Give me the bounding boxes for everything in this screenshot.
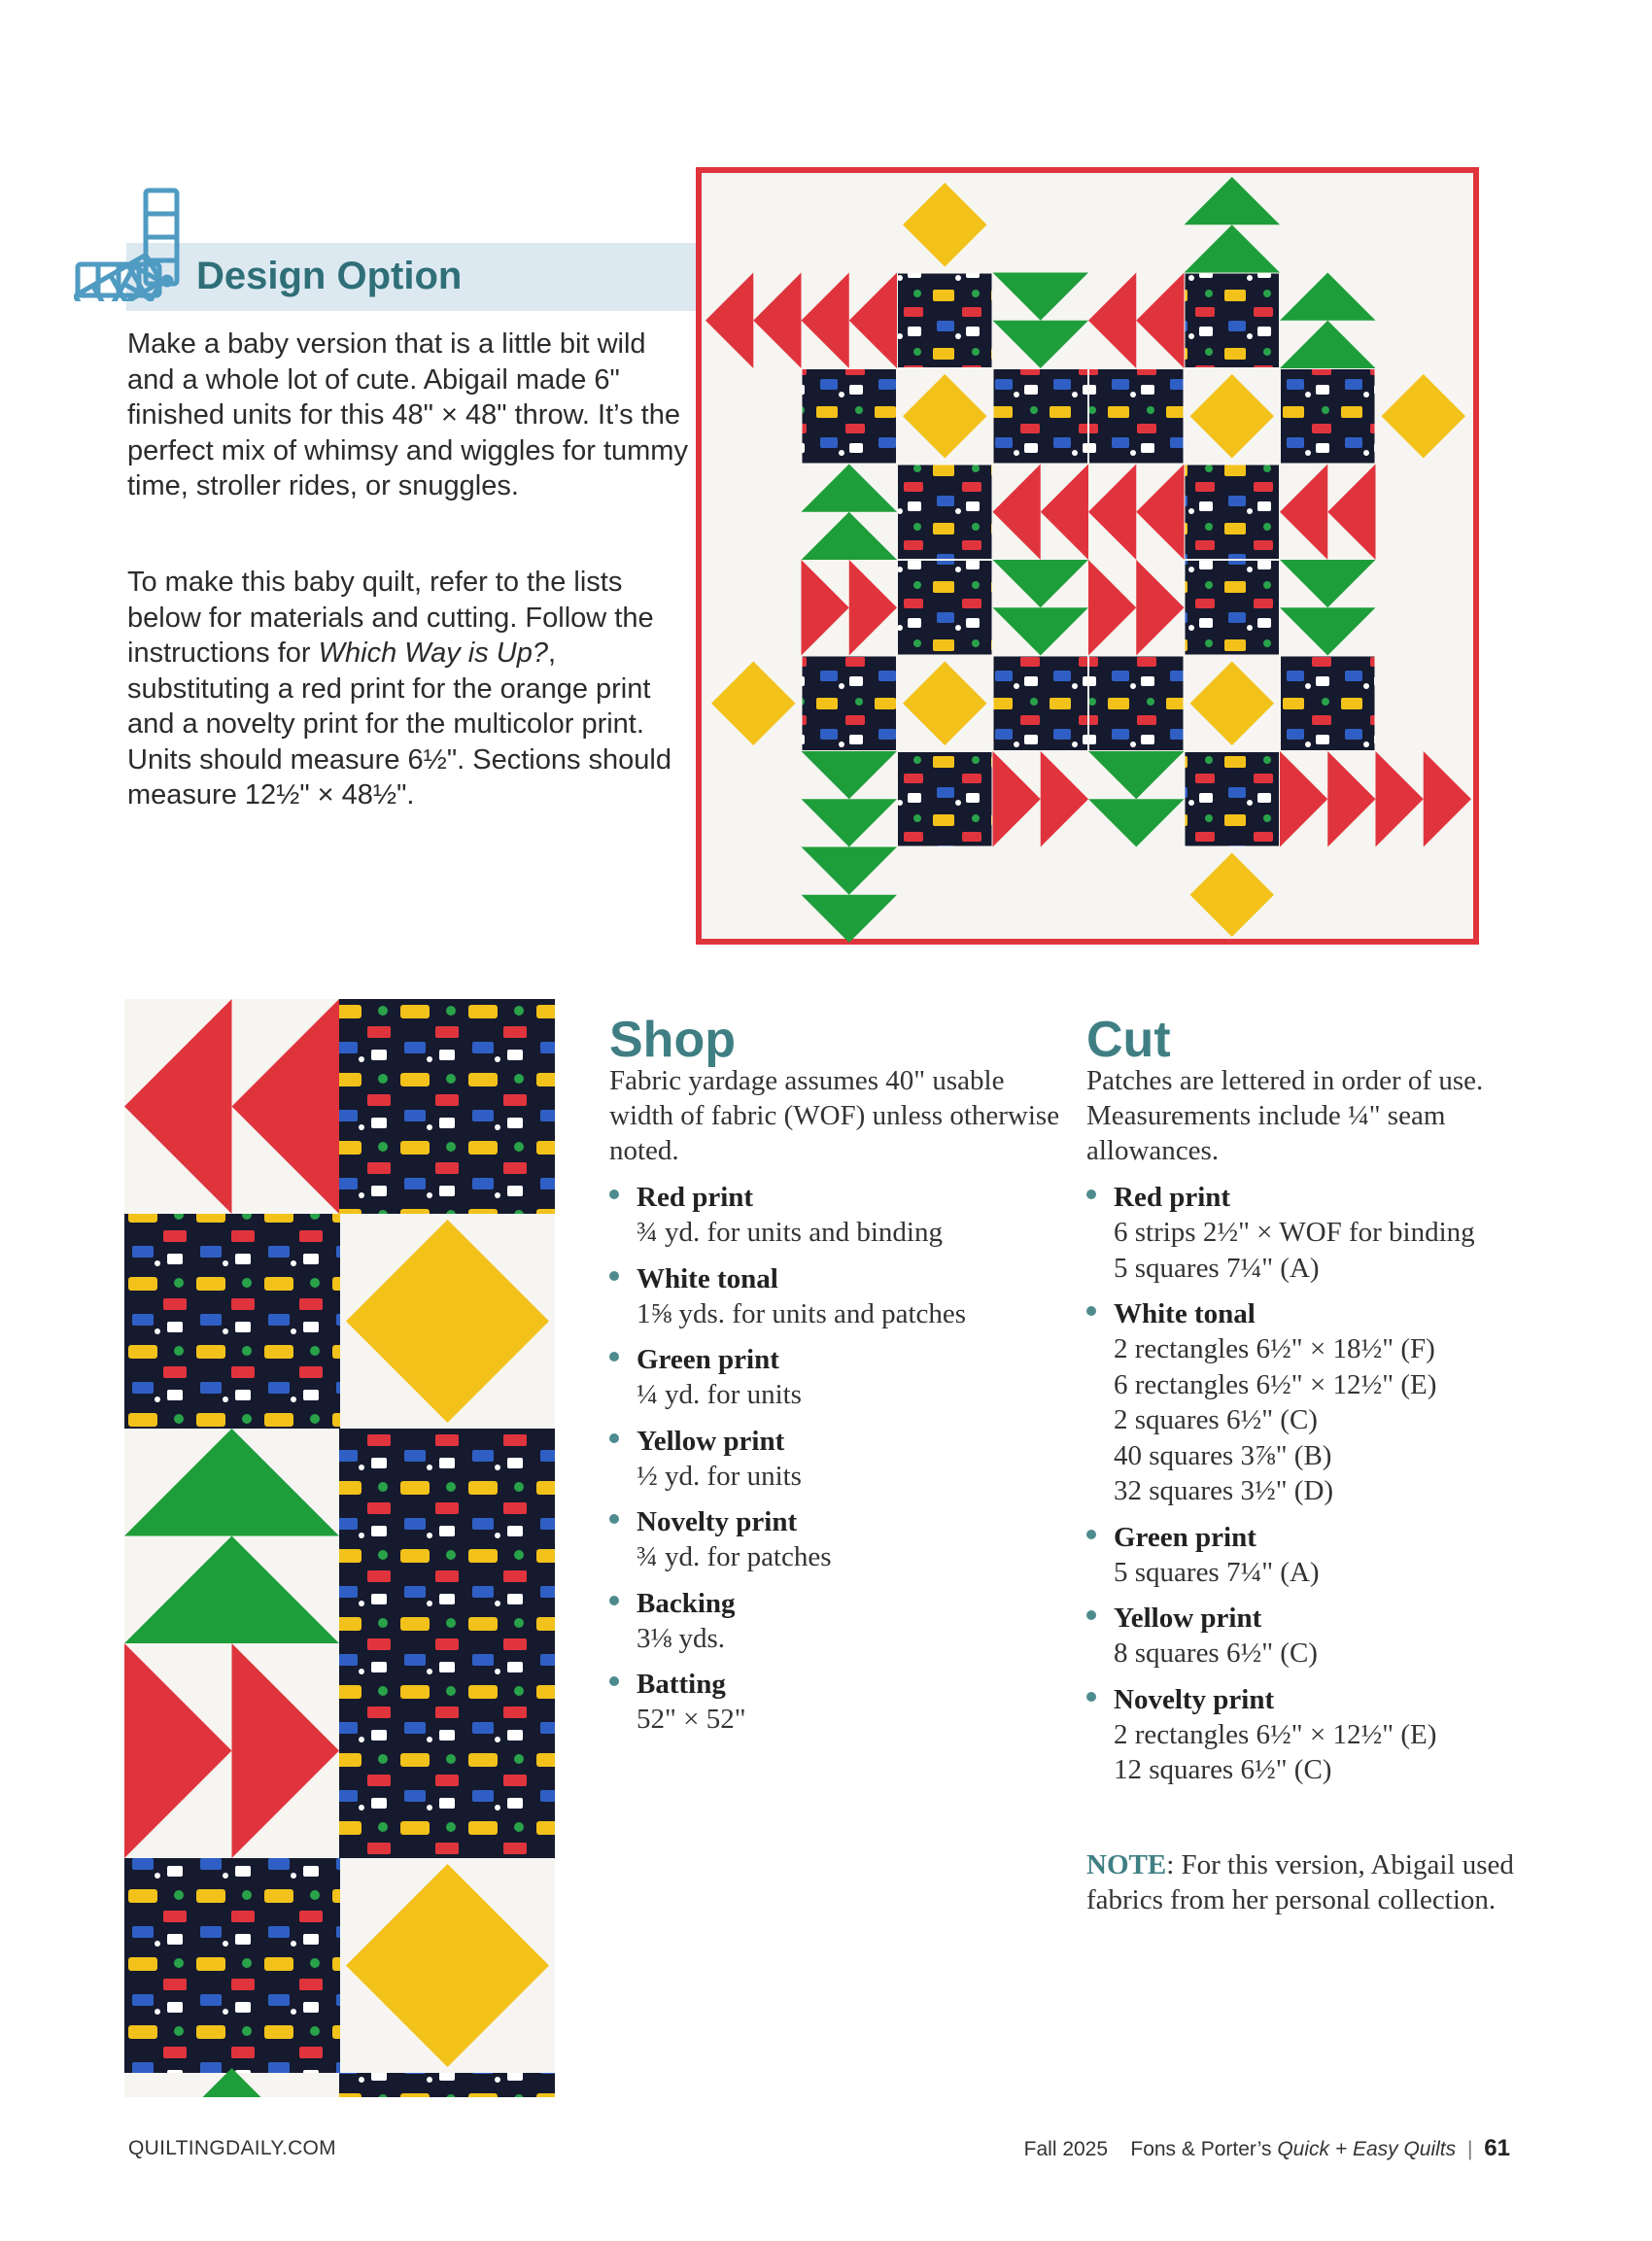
novelty-print-patch (803, 657, 897, 751)
cut-item-name: White tonal (1114, 1298, 1256, 1329)
shop-item-name: Green print (637, 1344, 779, 1375)
footer-site: QUILTINGDAILY.COM (128, 2137, 336, 2159)
bullet-icon (609, 1676, 619, 1686)
cut-note: NOTE: For this version, Abigail used fabrics from her personal collection. (1086, 1849, 1514, 1915)
cut-item-detail: 2 rectangles 6½" × 12½" (E) (1114, 1718, 1437, 1750)
novelty-print-patch (803, 369, 897, 464)
cut-item-detail: 5 squares 7¼" (A) (1114, 1252, 1320, 1284)
cut-item-name: Yellow print (1114, 1603, 1262, 1634)
cut-item (1086, 1520, 1572, 1591)
novelty-print-patch (898, 465, 992, 560)
bullet-icon (1086, 1306, 1096, 1316)
cut-item-name: Novelty print (1114, 1683, 1275, 1715)
shop-item-name: Red print (637, 1182, 754, 1213)
shop-item-detail: 1⅝ yds. for units and patches (637, 1297, 967, 1329)
shop-item-detail: ½ yd. for units (637, 1460, 802, 1492)
design-option-paragraph-2: To make this baby quilt, refer to the lists below for materials and cutting. Follow the instructions for Which Way is Up?, substituting a red print for the orange print and a novelty print for the multicolor print. Units should measure 6½". Sections should measure 12½" × 48½". (127, 567, 671, 810)
bullet-icon (1086, 1692, 1096, 1702)
cut-item-detail: 12 squares 6½" (C) (1114, 1754, 1332, 1785)
shop-item-name: Backing (637, 1587, 736, 1619)
shop-item (609, 1261, 1066, 1332)
novelty-print-patch (994, 369, 1088, 464)
novelty-print-patch (124, 1214, 339, 1429)
shop-item-detail: ¼ yd. for units (637, 1379, 802, 1410)
cut-item-name: Red print (1114, 1182, 1231, 1213)
bullet-icon (1086, 1610, 1096, 1620)
bullet-icon (1086, 1189, 1096, 1199)
cut-intro: Patches are lettered in order of use. Measurements include ¼" seam allowances. (1086, 1065, 1484, 1166)
footer-issue: Fall 2025 Fons & Porter’s Quick + Easy Quilts | 61 (1023, 2135, 1510, 2161)
cut-list (1086, 1180, 1572, 1799)
cut-item (1086, 1601, 1572, 1672)
bullet-icon (609, 1189, 619, 1199)
novelty-print-patch (1281, 657, 1375, 751)
shop-item-name: Yellow print (637, 1425, 785, 1457)
shop-item (609, 1342, 1066, 1413)
novelty-print-patch (1186, 465, 1280, 560)
novelty-print-patch (898, 561, 992, 655)
shop-list (609, 1180, 1066, 1748)
quilt-detail-photo (124, 999, 555, 2097)
shop-item (609, 1424, 1066, 1495)
cut-item (1086, 1180, 1572, 1286)
shop-item-detail: 3⅛ yds. (637, 1622, 726, 1654)
shop-item (609, 1667, 1066, 1738)
bullet-icon (609, 1271, 619, 1281)
shop-item-name: Novelty print (637, 1506, 798, 1537)
design-option-paragraph-1: Make a baby version that is a little bit wild and a whole lot of cute. Abigail made 6" finished units for this 48" × 48" throw. It’s the perfect mix of whimsy and wiggles for tummy time, stroller rides, or snuggles. (127, 328, 688, 501)
shop-item-name: Batting (637, 1669, 726, 1700)
novelty-print-patch (1186, 752, 1280, 846)
bullet-icon (609, 1433, 619, 1443)
cut-item-detail: 6 strips 2½" × WOF for binding (1114, 1217, 1475, 1248)
cut-item-detail: 40 squares 3⅞" (B) (1114, 1439, 1332, 1471)
cut-item (1086, 1682, 1572, 1788)
bullet-icon (609, 1596, 619, 1605)
bullet-icon (609, 1514, 619, 1524)
novelty-print-patch (898, 752, 992, 846)
novelty-print-patch (1089, 369, 1184, 464)
shop-item (609, 1586, 1066, 1657)
shop-item-detail: ¾ yd. for patches (637, 1541, 832, 1572)
cut-title: Cut (1086, 1012, 1171, 1068)
novelty-print-patch (1186, 561, 1280, 655)
cut-item-detail: 5 squares 7¼" (A) (1114, 1556, 1320, 1588)
novelty-print-patch (124, 1858, 339, 2073)
cut-item-detail: 2 squares 6½" (C) (1114, 1404, 1318, 1435)
cut-item-detail: 2 rectangles 6½" × 18½" (F) (1114, 1333, 1435, 1364)
cut-item (1086, 1296, 1572, 1509)
cut-item-name: Green print (1114, 1521, 1256, 1553)
bullet-icon (609, 1352, 619, 1362)
shop-item (609, 1504, 1066, 1575)
novelty-print-patch (1186, 274, 1280, 368)
novelty-print-patch (1281, 369, 1375, 464)
novelty-print-patch (1089, 657, 1184, 751)
cut-item-detail: 8 squares 6½" (C) (1114, 1638, 1318, 1669)
shop-item-name: White tonal (637, 1262, 778, 1294)
shop-intro: Fabric yardage assumes 40" usable width of fabric (WOF) unless otherwise noted. (609, 1065, 1060, 1166)
shop-title: Shop (609, 1012, 736, 1068)
page-number: 61 (1484, 2135, 1510, 2161)
shop-item-detail: 52" × 52" (637, 1704, 746, 1735)
design-option-title: Design Option (196, 255, 463, 297)
baby-quilt-photo (696, 167, 1479, 945)
cut-item-detail: 32 squares 3½" (D) (1114, 1475, 1334, 1506)
novelty-print-patch (994, 657, 1088, 751)
bullet-icon (1086, 1530, 1096, 1539)
cut-item-detail: 6 rectangles 6½" × 12½" (E) (1114, 1368, 1437, 1400)
swatch-fan-icon (74, 185, 194, 301)
shop-item-detail: ¾ yd. for units and binding (637, 1217, 943, 1248)
shop-item (609, 1180, 1066, 1251)
novelty-print-patch (898, 274, 992, 368)
